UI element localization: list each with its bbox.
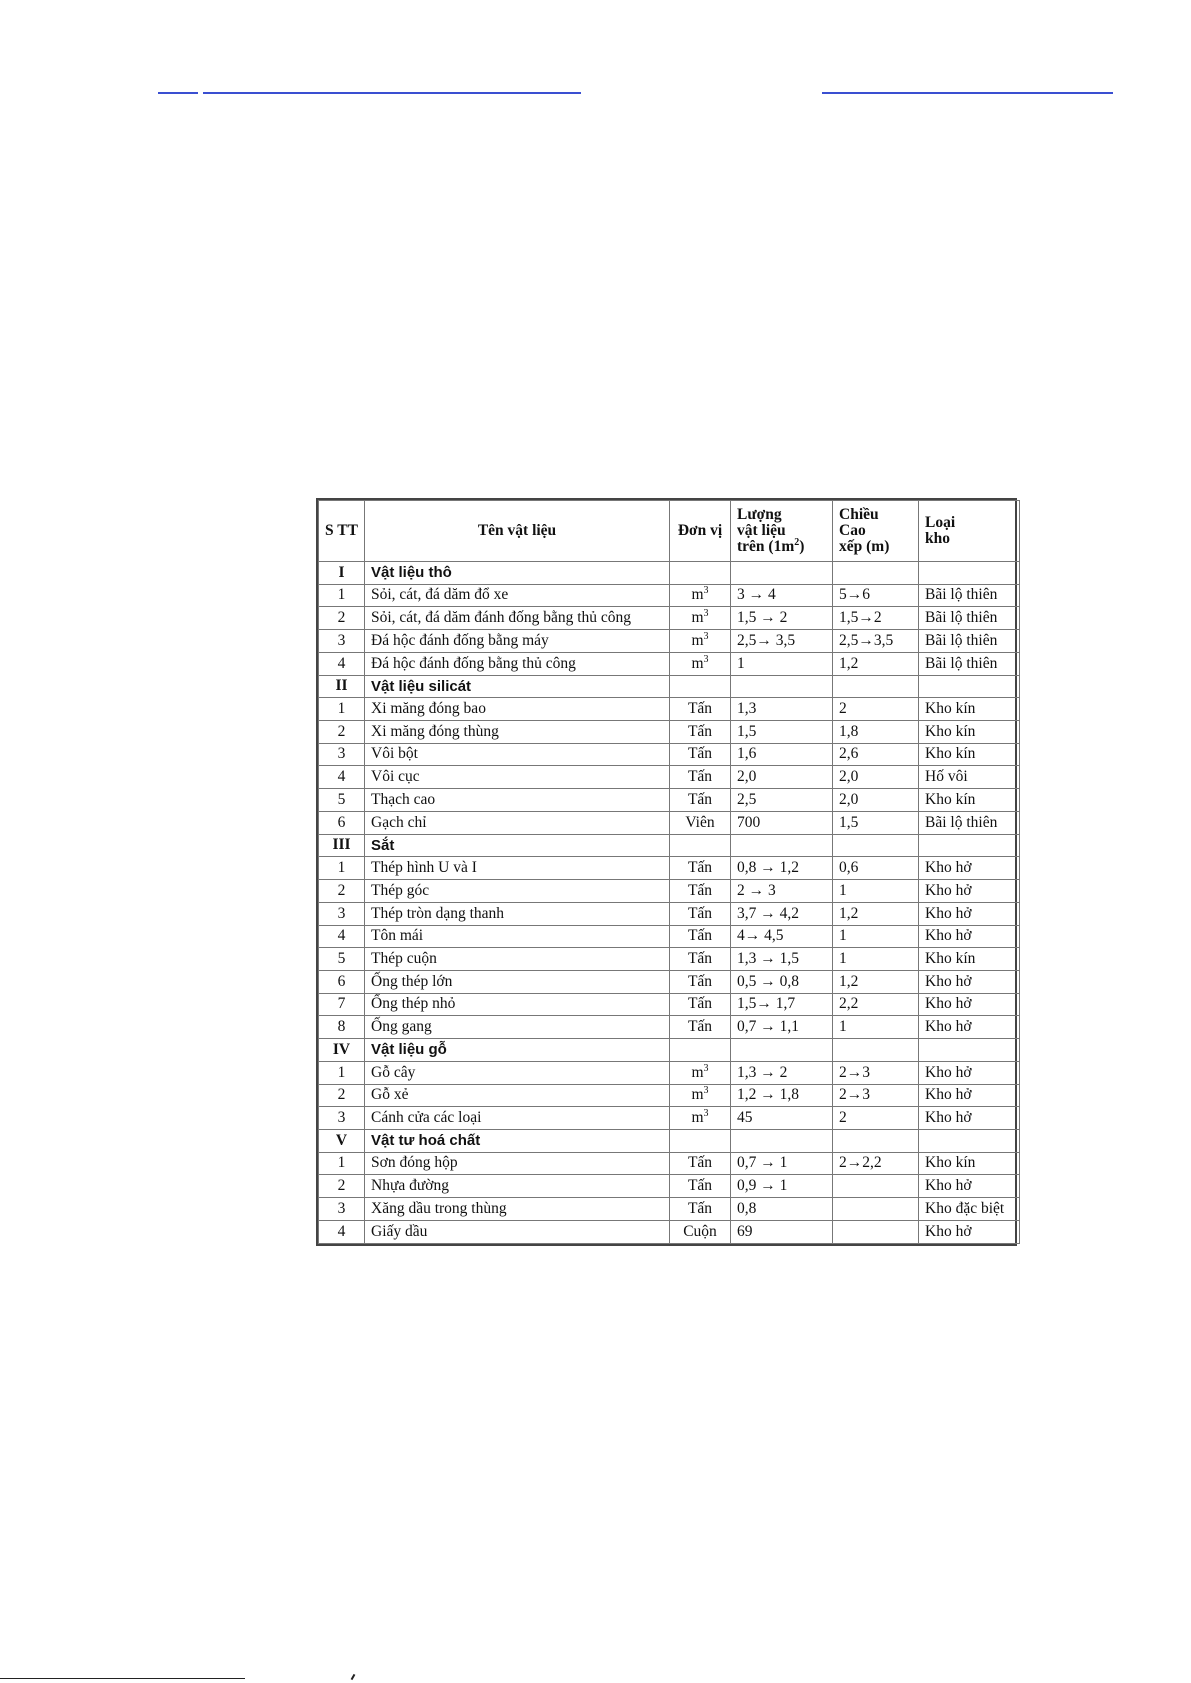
- stack-height: 1: [833, 925, 919, 948]
- table-row: [319, 1084, 1020, 1107]
- table-row: [319, 698, 1020, 721]
- stack-height: 1: [833, 1016, 919, 1039]
- unit-superscript: 3: [703, 608, 709, 619]
- row-number: 1: [319, 1061, 365, 1084]
- table-row: [319, 1220, 1020, 1243]
- header-stt: S TT: [319, 501, 365, 562]
- storage-type: Kho kín: [919, 1152, 1020, 1175]
- amount-per-m2: 45: [731, 1107, 833, 1130]
- group-empty-amount: [731, 562, 833, 585]
- row-number: 2: [319, 880, 365, 903]
- amount-per-m2: 1,6: [731, 743, 833, 766]
- amount-per-m2: 1,3 → 2: [731, 1061, 833, 1084]
- row-number: 1: [319, 698, 365, 721]
- table-header-row: [319, 501, 1020, 562]
- group-empty-unit: [670, 562, 731, 585]
- stack-height: [833, 1220, 919, 1243]
- group-title: Vật tư hoá chất: [365, 1129, 670, 1152]
- amount-per-m2: 1,3 → 1,5: [731, 948, 833, 971]
- amount-per-m2: 1,5 → 2: [731, 607, 833, 630]
- storage-type: Bãi lộ thiên: [919, 652, 1020, 675]
- unit-text: Tấn: [687, 949, 713, 967]
- group-row: [319, 834, 1020, 857]
- footnote-tick-mark: [351, 1674, 356, 1680]
- group-empty-store: [919, 675, 1020, 698]
- storage-type: Kho hở: [919, 993, 1020, 1016]
- unit-text: m: [691, 586, 704, 604]
- unit-cell: [670, 766, 731, 789]
- amount-per-m2: 3 → 4: [731, 584, 833, 607]
- stack-height: 2,0: [833, 789, 919, 812]
- group-roman-number: V: [319, 1129, 365, 1152]
- material-name: Nhựa đường: [365, 1175, 670, 1198]
- group-roman-number: I: [319, 562, 365, 585]
- unit-superscript: 3: [703, 653, 709, 665]
- stack-height: 1,2: [833, 902, 919, 925]
- unit-text: m: [691, 654, 704, 672]
- unit-cell: [670, 789, 731, 812]
- stack-height: 2→3: [833, 1084, 919, 1107]
- table-row: [319, 743, 1020, 766]
- unit-text: Tấn: [687, 745, 713, 763]
- material-name: Sỏi, cát, đá dăm đánh đống bằng thủ công: [365, 607, 670, 630]
- table-row: [319, 1061, 1020, 1084]
- row-number: 4: [319, 652, 365, 675]
- material-name: Cánh cửa các loại: [365, 1107, 670, 1130]
- material-name: Vôi cục: [365, 766, 670, 789]
- unit-cell: [670, 607, 731, 630]
- unit-cell: [670, 1016, 731, 1039]
- row-number: 2: [319, 721, 365, 744]
- row-number: 5: [319, 948, 365, 971]
- group-empty-height: [833, 834, 919, 857]
- amount-per-m2: 0,9 → 1: [731, 1175, 833, 1198]
- storage-type: Kho hở: [919, 1220, 1020, 1243]
- amount-per-m2: 1,2 → 1,8: [731, 1084, 833, 1107]
- footnote-separator: [0, 1678, 245, 1679]
- header-amount: [731, 501, 833, 562]
- amount-per-m2: 3,7 → 4,2: [731, 902, 833, 925]
- amount-per-m2: 1,3: [731, 698, 833, 721]
- group-roman-number: III: [319, 834, 365, 857]
- stack-height: 2→3: [833, 1061, 919, 1084]
- group-empty-store: [919, 834, 1020, 857]
- material-name: Xi măng đóng thùng: [365, 721, 670, 744]
- unit-superscript: 3: [703, 1107, 709, 1119]
- amount-per-m2: 4→ 4,5: [731, 925, 833, 948]
- storage-type: Bãi lộ thiên: [919, 811, 1020, 834]
- storage-type: Bãi lộ thiên: [919, 630, 1020, 653]
- unit-cell: [670, 1198, 731, 1221]
- amount-per-m2: 0,8: [731, 1198, 833, 1221]
- header-amount-sup: 2: [794, 536, 800, 548]
- unit-cell: [670, 1107, 731, 1130]
- storage-type: Kho hở: [919, 1061, 1020, 1084]
- storage-type: Bãi lộ thiên: [919, 584, 1020, 607]
- material-name: Gạch chỉ: [365, 811, 670, 834]
- unit-text: Tấn: [687, 904, 713, 922]
- group-empty-height: [833, 1129, 919, 1152]
- row-number: 6: [319, 811, 365, 834]
- amount-per-m2: 0,5 → 0,8: [731, 970, 833, 993]
- unit-cell: [670, 857, 731, 880]
- table-row: [319, 584, 1020, 607]
- row-number: 8: [319, 1016, 365, 1039]
- row-number: 2: [319, 1084, 365, 1107]
- unit-text: Tấn: [687, 859, 713, 877]
- storage-type: Bãi lộ thiên: [919, 607, 1020, 630]
- storage-type: Kho hở: [919, 1107, 1020, 1130]
- unit-cell: [670, 811, 731, 834]
- header-unit: Đơn vị: [670, 501, 731, 562]
- amount-per-m2: 1: [731, 652, 833, 675]
- storage-type: Kho kín: [919, 721, 1020, 744]
- header-amount-close: ): [799, 538, 805, 556]
- material-name: Tôn mái: [365, 925, 670, 948]
- unit-cell: [670, 584, 731, 607]
- stack-height: 1,2: [833, 652, 919, 675]
- material-name: Ống gang: [365, 1016, 670, 1039]
- row-number: 3: [319, 743, 365, 766]
- material-name: Gỗ cây: [365, 1061, 670, 1084]
- unit-superscript: 3: [703, 630, 709, 642]
- material-name: Thép hình U và I: [365, 857, 670, 880]
- row-number: 4: [319, 766, 365, 789]
- stack-height: 1: [833, 948, 919, 971]
- stack-height: 2→2,2: [833, 1152, 919, 1175]
- row-number: 2: [319, 1175, 365, 1198]
- stack-height: 1,2: [833, 970, 919, 993]
- unit-text: Tấn: [687, 1177, 713, 1195]
- table-row: [319, 811, 1020, 834]
- group-empty-height: [833, 1039, 919, 1062]
- amount-per-m2: 0,7 → 1,1: [731, 1016, 833, 1039]
- group-row: [319, 1039, 1020, 1062]
- header-height-line3: xếp (m): [839, 538, 890, 556]
- material-name: Gỗ xẻ: [365, 1084, 670, 1107]
- header-name: Tên vật liệu: [365, 501, 670, 562]
- amount-per-m2: 2 → 3: [731, 880, 833, 903]
- unit-text: Cuộn: [683, 1222, 717, 1240]
- unit-cell: [670, 721, 731, 744]
- storage-type: Kho hở: [919, 925, 1020, 948]
- material-name: Đá hộc đánh đống bằng thủ công: [365, 652, 670, 675]
- row-number: 4: [319, 925, 365, 948]
- storage-type: Kho kín: [919, 698, 1020, 721]
- table-row: [319, 857, 1020, 880]
- row-number: 4: [319, 1220, 365, 1243]
- header-height: [833, 501, 919, 562]
- group-roman-number: II: [319, 675, 365, 698]
- table-row: [319, 721, 1020, 744]
- unit-text: m: [691, 1108, 704, 1126]
- header-amount-line1: Lượng: [737, 505, 782, 523]
- table-row: [319, 1175, 1020, 1198]
- header-store-line2: kho: [925, 530, 950, 547]
- group-empty-unit: [670, 675, 731, 698]
- group-title: Vật liệu gỗ: [365, 1039, 670, 1062]
- unit-text: m: [691, 609, 704, 627]
- unit-text: m: [691, 1086, 704, 1104]
- table-row: [319, 630, 1020, 653]
- material-name: Xi măng đóng bao: [365, 698, 670, 721]
- material-name: Ống thép lớn: [365, 970, 670, 993]
- row-number: 2: [319, 607, 365, 630]
- storage-type: Kho hở: [919, 1016, 1020, 1039]
- row-number: 7: [319, 993, 365, 1016]
- amount-per-m2: 0,8 → 1,2: [731, 857, 833, 880]
- group-title: Vật liệu silicát: [365, 675, 670, 698]
- header-rule-left: [203, 92, 581, 94]
- header-rule-short: [158, 92, 198, 94]
- storage-type: Kho hở: [919, 857, 1020, 880]
- stack-height: 1,5→2: [833, 607, 919, 630]
- materials-table: [318, 500, 1020, 1244]
- material-name: Vôi bột: [365, 743, 670, 766]
- stack-height: 1: [833, 880, 919, 903]
- unit-cell: [670, 1061, 731, 1084]
- group-title: Sắt: [365, 834, 670, 857]
- row-number: 3: [319, 902, 365, 925]
- unit-text: Tấn: [687, 790, 713, 808]
- material-name: Thép tròn dạng thanh: [365, 902, 670, 925]
- unit-text: m: [691, 1063, 704, 1081]
- stack-height: 2: [833, 698, 919, 721]
- group-empty-amount: [731, 834, 833, 857]
- unit-text: Tấn: [687, 972, 713, 990]
- stack-height: 0,6: [833, 857, 919, 880]
- group-row: [319, 1129, 1020, 1152]
- stack-height: 5→6: [833, 584, 919, 607]
- stack-height: 1,5: [833, 811, 919, 834]
- table-row: [319, 970, 1020, 993]
- table-row: [319, 789, 1020, 812]
- material-name: Đá hộc đánh đống bằng máy: [365, 630, 670, 653]
- unit-text: Tấn: [687, 1154, 713, 1172]
- group-roman-number: IV: [319, 1039, 365, 1062]
- material-name: Giấy dầu: [365, 1220, 670, 1243]
- unit-cell: [670, 925, 731, 948]
- table-row: [319, 948, 1020, 971]
- unit-superscript: 3: [703, 1085, 709, 1097]
- unit-cell: [670, 970, 731, 993]
- row-number: 1: [319, 1152, 365, 1175]
- table-row: [319, 766, 1020, 789]
- unit-cell: [670, 630, 731, 653]
- unit-cell: [670, 698, 731, 721]
- group-row: [319, 675, 1020, 698]
- material-name: Sỏi, cát, đá dăm đổ xe: [365, 584, 670, 607]
- storage-type: Kho hở: [919, 1084, 1020, 1107]
- storage-type: Kho hở: [919, 902, 1020, 925]
- table-row: [319, 652, 1020, 675]
- stack-height: 1,8: [833, 721, 919, 744]
- amount-per-m2: 2,5→ 3,5: [731, 630, 833, 653]
- table-body: [319, 562, 1020, 1244]
- material-name: Thép góc: [365, 880, 670, 903]
- header-height-line2: Cao: [839, 521, 866, 539]
- unit-cell: [670, 1175, 731, 1198]
- unit-cell: [670, 1220, 731, 1243]
- header-amount-line2: vật liệu: [737, 521, 786, 539]
- table-row: [319, 880, 1020, 903]
- amount-per-m2: 1,5→ 1,7: [731, 993, 833, 1016]
- group-title: Vật liệu thô: [365, 562, 670, 585]
- unit-cell: [670, 993, 731, 1016]
- row-number: 6: [319, 970, 365, 993]
- table-row: [319, 902, 1020, 925]
- table-row: [319, 1107, 1020, 1130]
- stack-height: 2,6: [833, 743, 919, 766]
- group-empty-unit: [670, 834, 731, 857]
- row-number: 1: [319, 857, 365, 880]
- group-empty-store: [919, 1039, 1020, 1062]
- unit-cell: [670, 880, 731, 903]
- unit-text: Tấn: [687, 995, 713, 1013]
- stack-height: 2,2: [833, 993, 919, 1016]
- unit-cell: [670, 902, 731, 925]
- row-number: 3: [319, 1107, 365, 1130]
- table-row: [319, 607, 1020, 630]
- group-empty-store: [919, 562, 1020, 585]
- storage-type: Kho đặc biệt: [919, 1198, 1020, 1221]
- group-empty-unit: [670, 1129, 731, 1152]
- header-amount-line3: trên (1m: [737, 538, 795, 556]
- unit-text: Tấn: [687, 768, 713, 786]
- group-empty-amount: [731, 1039, 833, 1062]
- unit-cell: [670, 652, 731, 675]
- row-number: 3: [319, 1198, 365, 1221]
- row-number: 1: [319, 584, 365, 607]
- storage-type: Hố vôi: [919, 766, 1020, 789]
- amount-per-m2: 700: [731, 811, 833, 834]
- storage-type: Kho hở: [919, 880, 1020, 903]
- stack-height: [833, 1198, 919, 1221]
- stack-height: [833, 1175, 919, 1198]
- stack-height: 2,5→3,5: [833, 630, 919, 653]
- storage-type: Kho kín: [919, 948, 1020, 971]
- storage-type: Kho kín: [919, 743, 1020, 766]
- group-empty-unit: [670, 1039, 731, 1062]
- header-height-line1: Chiều: [839, 505, 879, 523]
- unit-superscript: 3: [703, 1062, 709, 1074]
- unit-text: Tấn: [687, 881, 713, 899]
- unit-superscript: 3: [703, 585, 709, 597]
- table-row: [319, 993, 1020, 1016]
- group-empty-height: [833, 675, 919, 698]
- group-empty-height: [833, 562, 919, 585]
- amount-per-m2: 69: [731, 1220, 833, 1243]
- unit-text: Tấn: [687, 700, 713, 718]
- unit-cell: [670, 1152, 731, 1175]
- storage-type: Kho kín: [919, 789, 1020, 812]
- unit-text: Tấn: [687, 1018, 713, 1036]
- stack-height: 2,0: [833, 766, 919, 789]
- storage-type: Kho hở: [919, 1175, 1020, 1198]
- table-row: [319, 1152, 1020, 1175]
- row-number: 3: [319, 630, 365, 653]
- table-row: [319, 925, 1020, 948]
- material-name: Sơn đóng hộp: [365, 1152, 670, 1175]
- material-name: Ống thép nhỏ: [365, 993, 670, 1016]
- group-empty-amount: [731, 675, 833, 698]
- header-rule-right: [822, 92, 1113, 94]
- amount-per-m2: 1,5: [731, 721, 833, 744]
- material-name: Thép cuộn: [365, 948, 670, 971]
- materials-table-frame: [316, 498, 1017, 1246]
- stack-height: 2: [833, 1107, 919, 1130]
- unit-cell: [670, 743, 731, 766]
- amount-per-m2: 2,0: [731, 766, 833, 789]
- unit-text: Tấn: [687, 722, 713, 740]
- header-store: [919, 501, 1020, 562]
- material-name: Xăng dầu trong thùng: [365, 1198, 670, 1221]
- table-row: [319, 1016, 1020, 1039]
- group-row: [319, 562, 1020, 585]
- material-name: Thạch cao: [365, 789, 670, 812]
- storage-type: Kho hở: [919, 970, 1020, 993]
- amount-per-m2: 2,5: [731, 789, 833, 812]
- row-number: 5: [319, 789, 365, 812]
- table-row: [319, 1198, 1020, 1221]
- group-empty-amount: [731, 1129, 833, 1152]
- unit-text: m: [691, 631, 704, 649]
- unit-cell: [670, 1084, 731, 1107]
- unit-text: Tấn: [687, 927, 713, 945]
- group-empty-store: [919, 1129, 1020, 1152]
- unit-cell: [670, 948, 731, 971]
- header-store-line1: Loại: [925, 513, 956, 531]
- unit-text: Viên: [685, 813, 715, 831]
- amount-per-m2: 0,7 → 1: [731, 1152, 833, 1175]
- unit-text: Tấn: [687, 1199, 713, 1217]
